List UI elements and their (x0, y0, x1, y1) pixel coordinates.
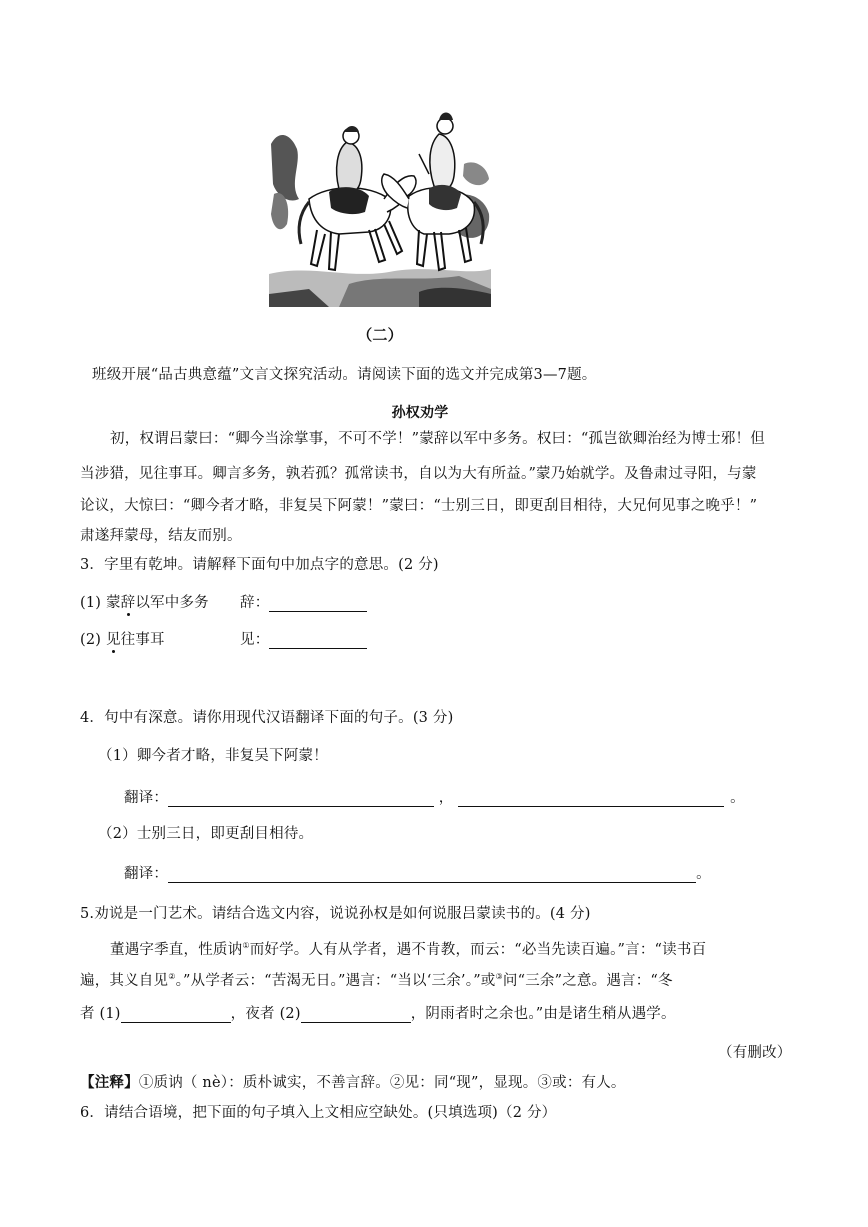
q5-stem: 5.劝说是一门艺术。请结合选文内容，说说孙权是如何说服吕蒙读书的。(4 分) (80, 906, 591, 922)
reading2-line-3-b: ，夜者 (2) (230, 1006, 301, 1022)
passage-line-1: 初，权谓吕蒙曰：“卿今当涂掌事，不可不学！”蒙辞以军中多务。权曰：“孤岂欲卿治经为博士邪！但 (110, 431, 765, 447)
q4-translate-1-label: 翻译： (124, 790, 169, 806)
reading2-blank-1[interactable] (121, 1008, 231, 1023)
reading2-line-3-a: 者 (1) (80, 1006, 121, 1022)
passage-title: 孙权劝学 (391, 405, 449, 421)
note-ref-3: ③ (495, 972, 503, 982)
q6-stem: 6．请结合语境，把下面的句子填入上文相应空缺处。(只填选项)（2 分） (80, 1105, 557, 1121)
q3-item-2-num: (2) (80, 632, 102, 648)
q3-item-1-num: (1) (80, 595, 102, 611)
annotation-text: ①质讷（ nè）：质朴诚实，不善言辞。②见：同“现”，显现。③或：有人。 (138, 1075, 626, 1091)
q3-item-1-post: 以军中多务 (135, 595, 209, 611)
q4-item-1: （1）卿今者才略，非复吴下阿蒙！ (98, 748, 328, 764)
note-ref-2: ② (168, 972, 176, 982)
q3-item-1-dotted-char: 辞 (120, 595, 136, 611)
q3-item-2 (80, 628, 165, 649)
q3-answer-2 (240, 628, 367, 649)
q4-translate-1-comma: ， (438, 790, 454, 806)
q4-translate-1-period: 。 (730, 790, 745, 806)
passage-line-3: 论议，大惊曰：“卿今者才略，非复吴下阿蒙！”蒙曰：“士别三日，即更刮目相待，大兄何见事之晚乎！” (80, 498, 758, 514)
q4-translate-1 (124, 786, 745, 807)
reading2-line-3 (80, 1002, 676, 1023)
q4-translate-2-label: 翻译： (124, 866, 169, 882)
q3-answer-2-blank[interactable] (269, 634, 367, 649)
q3-item-1-pre: 蒙 (105, 595, 121, 611)
reading2-line-2-c: 问“三余”之意。遇言：“冬 (502, 973, 673, 989)
source-note: （有删改） (718, 1045, 792, 1061)
q4-translate-2-blank[interactable] (168, 868, 696, 883)
reading2-line-2-b: 。”从学者云：“苦渴无日。”遇言：“当以‘三余’。”或 (175, 973, 496, 989)
q3-answer-2-label: 见： (240, 632, 270, 648)
q3-stem: 3．字里有乾坤。请解释下面句中加点字的意思。(2 分) (80, 557, 439, 573)
reading2-line-3-c: ，阴雨者时之余也。”由是诸生稍从遇学。 (410, 1006, 676, 1022)
section-label: （二） (357, 326, 403, 344)
q3-item-2-dotted-char: 见 (105, 632, 121, 648)
reading2-line-1-a: 董遇字季直，性质讷 (110, 942, 243, 958)
note-ref-1: ① (242, 941, 250, 951)
reading2-line-1-b: 而好学。人有从学者，遇不肯教，而云：“必当先读百遍。”言：“读书百 (249, 942, 707, 958)
q3-item-2-post: 往事耳 (120, 632, 165, 648)
reading2-line-2-a: 遍，其义自见 (80, 973, 169, 989)
q3-answer-1-blank[interactable] (269, 597, 367, 612)
q4-translate-2-period: 。 (696, 866, 711, 882)
annotation (80, 1071, 626, 1092)
q4-translate-2 (124, 862, 711, 883)
reading2-line-2 (80, 969, 673, 990)
reading2-line-1 (110, 938, 706, 959)
q4-translate-1-blank-b[interactable] (458, 792, 724, 807)
passage-line-4: 肃遂拜蒙母，结友而别。 (80, 528, 242, 544)
ink-illustration-horsemen (269, 104, 491, 307)
q4-stem: 4．句中有深意。请你用现代汉语翻译下面的句子。(3 分) (80, 710, 454, 726)
q3-item-1 (80, 591, 209, 612)
intro-text: 班级开展“品古典意蕴”文言文探究活动。请阅读下面的选文并完成第3—7题。 (92, 367, 597, 383)
q3-answer-1-label: 辞： (240, 595, 270, 611)
q4-item-2: （2）士别三日，即更刮目相待。 (98, 826, 314, 842)
passage-line-2: 当涉猎，见往事耳。卿言多务，孰若孤？孤常读书，自以为大有所益。”蒙乃始就学。及鲁肃过寻阳，与蒙 (80, 466, 757, 482)
q3-answer-1 (240, 591, 367, 612)
q4-translate-1-blank-a[interactable] (168, 792, 434, 807)
reading2-blank-2[interactable] (301, 1008, 411, 1023)
annotation-label: 【注释】 (80, 1074, 139, 1091)
